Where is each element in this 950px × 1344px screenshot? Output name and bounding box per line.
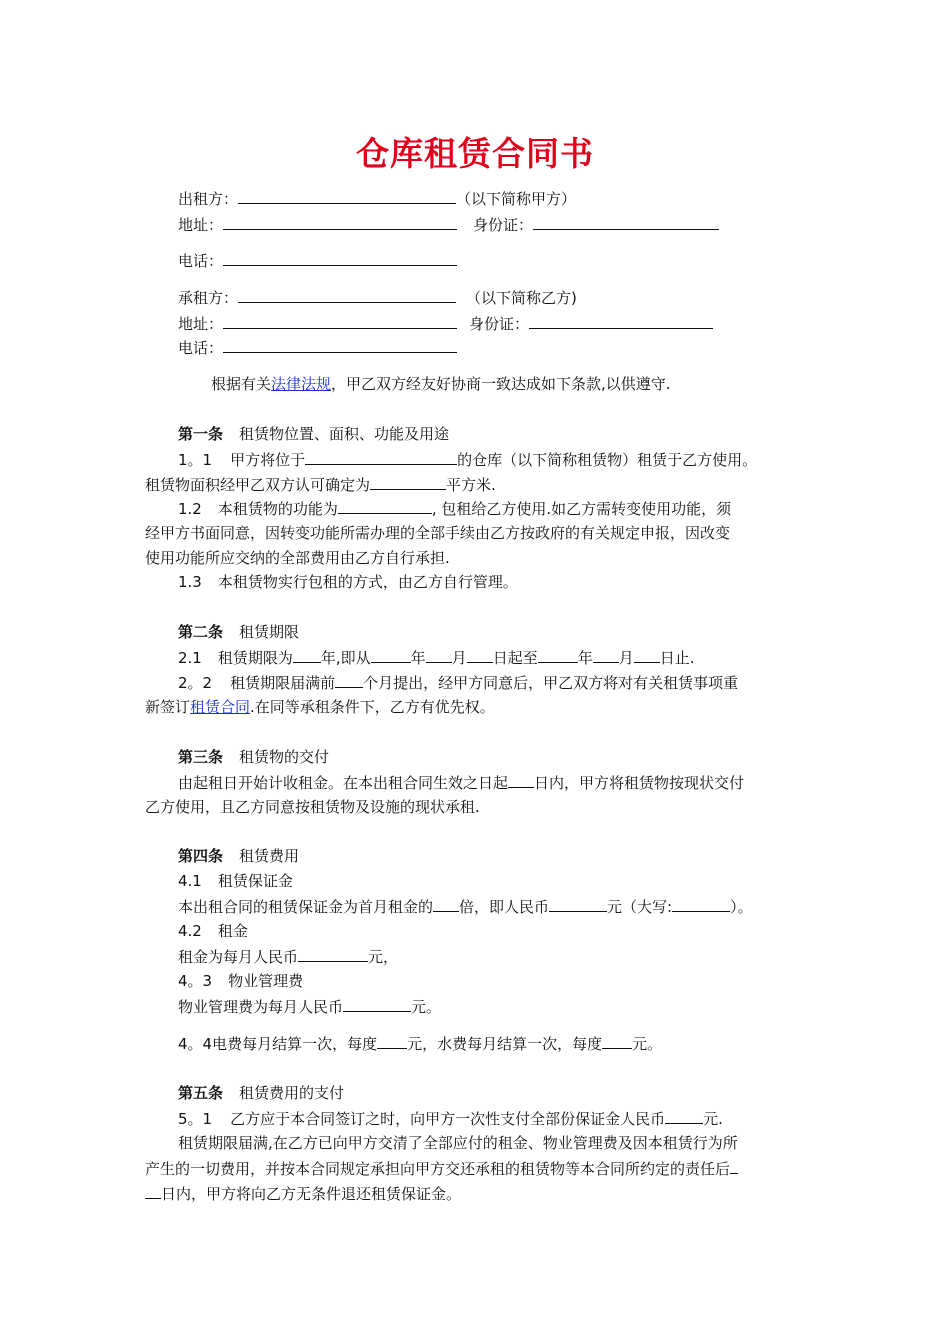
- id-label: 身份证：: [473, 216, 534, 234]
- end-year-blank[interactable]: [538, 647, 578, 663]
- article-number: 第二条: [178, 623, 224, 641]
- clause-text: 元，水费每月结算一次，每度: [407, 1035, 603, 1053]
- clause-text: 元.: [703, 1110, 723, 1128]
- article-3-heading: [178, 747, 329, 767]
- notice-months-blank[interactable]: [335, 672, 363, 688]
- clause-text: 元，: [368, 948, 399, 966]
- lessee-note: （以下简称乙方): [466, 289, 577, 307]
- clause-title: 物业管理费: [228, 972, 304, 990]
- id-label: 身份证：: [469, 315, 530, 333]
- deposit-payment-blank[interactable]: [665, 1108, 703, 1124]
- article-number: 第一条: [178, 425, 224, 443]
- refund-days-blank-end[interactable]: [145, 1183, 161, 1199]
- clause-4-1-body: [178, 896, 753, 917]
- lessor-label: 出租方：: [178, 190, 239, 208]
- clause-3: [178, 772, 744, 793]
- phone-label: 电话：: [178, 339, 224, 357]
- lease-contract-link[interactable]: 租赁合同: [190, 698, 251, 716]
- start-day-blank[interactable]: [467, 647, 493, 663]
- lessee-phone-line: [178, 337, 457, 358]
- article-1-heading: [178, 424, 449, 444]
- clause-1-1: [178, 449, 757, 470]
- clause-text: 新签订: [145, 698, 191, 716]
- lessee-id-blank[interactable]: [529, 313, 713, 329]
- clause-number: 4.2: [178, 922, 202, 940]
- clause-2-2: [178, 672, 738, 693]
- intro-text: 根据有关: [211, 375, 272, 393]
- lessor-line: [178, 188, 576, 209]
- clause-4-4: [178, 1033, 662, 1054]
- clause-text: ）。: [730, 898, 753, 916]
- area-blank[interactable]: [370, 474, 446, 490]
- intro-text: ，甲乙双方经友好协商一致达成如下条款,以供遵守.: [331, 375, 671, 393]
- water-rate-blank[interactable]: [602, 1033, 632, 1049]
- article-number: 第四条: [178, 847, 224, 865]
- clause-3-cont: 乙方使用，且乙方同意按租赁物及设施的现状承租.: [145, 798, 480, 816]
- deposit-multiple-blank[interactable]: [433, 896, 459, 912]
- deposit-words-blank[interactable]: [672, 896, 730, 912]
- clause-text: 物业管理费为每月人民币: [178, 998, 344, 1016]
- clause-text: 本出租合同的租赁保证金为首月租金的: [178, 898, 434, 916]
- electricity-rate-blank[interactable]: [377, 1033, 407, 1049]
- laws-link[interactable]: 法律法规: [271, 375, 332, 393]
- lessor-id-blank[interactable]: [533, 214, 719, 230]
- lessee-address-line: [178, 313, 713, 334]
- management-fee-blank[interactable]: [343, 996, 411, 1012]
- clause-text: 的仓库（以下简称租赁物）租赁于乙方使用。: [457, 451, 758, 469]
- deposit-amount-blank[interactable]: [549, 896, 607, 912]
- clause-text: 个月提出，经甲方同意后，甲乙双方将对有关租赁事项重: [363, 674, 739, 692]
- start-year-blank[interactable]: [371, 647, 411, 663]
- clause-text: 乙方应于本合同签订之时，向甲方一次性支付全部份保证金人民币: [230, 1110, 666, 1128]
- function-blank[interactable]: [338, 498, 432, 514]
- clause-1-2-cont: 经甲方书面同意，因转变功能所需办理的全部手续由乙方按政府的有关规定申报，因改变: [145, 524, 731, 542]
- clause-2-2-cont: [145, 697, 495, 717]
- clause-number: 1.2: [178, 500, 202, 518]
- article-number: 第五条: [178, 1084, 224, 1102]
- clause-title: 租金: [217, 922, 248, 940]
- phone-label: 电话：: [178, 252, 224, 270]
- clause-number: 4。3: [178, 972, 213, 990]
- clause-number: 4。4: [178, 1035, 213, 1053]
- clause-number: 1。1: [178, 451, 213, 469]
- term-years-blank[interactable]: [293, 647, 321, 663]
- clause-text: 元。: [632, 1035, 663, 1053]
- lessee-phone-blank[interactable]: [223, 337, 457, 353]
- clause-text: 租赁物面积经甲乙双方认可确定为: [145, 476, 371, 494]
- document-title: 仓库租赁合同书: [356, 134, 594, 173]
- clause-4-1: [178, 871, 293, 891]
- clause-5-2-cont: [145, 1158, 738, 1179]
- location-blank[interactable]: [305, 449, 457, 465]
- clause-1-1-cont: [145, 474, 496, 495]
- clause-text: 日内，甲方将向乙方无条件退还租赁保证金。: [161, 1185, 462, 1203]
- clause-5-2-cont: [145, 1183, 461, 1204]
- lessor-address-line: [178, 214, 719, 235]
- clause-1-3: [178, 572, 518, 592]
- intro-paragraph: [211, 374, 671, 394]
- clause-5-2: 租赁期限届满,在乙方已向甲方交清了全部应付的租金、物业管理费及因本租赁行为所: [178, 1134, 738, 1152]
- lessor-address-blank[interactable]: [223, 214, 457, 230]
- clause-1-2: [178, 498, 731, 519]
- clause-text: 倍，即人民币: [459, 898, 550, 916]
- clause-number: 4.1: [178, 872, 202, 890]
- article-title: 租赁费用的支付: [239, 1084, 345, 1102]
- clause-text: 日内，甲方将租赁物按现状交付: [534, 774, 745, 792]
- lessee-line: [178, 287, 577, 308]
- lessor-phone-line: [178, 250, 457, 271]
- clause-number: 1.3: [178, 573, 202, 591]
- end-day-blank[interactable]: [634, 647, 660, 663]
- lessee-label: 承租方：: [178, 289, 239, 307]
- clause-1-2-cont: 使用功能所应交纳的全部费用由乙方自行承担.: [145, 549, 450, 567]
- clause-text: 平方米.: [446, 476, 496, 494]
- article-4-heading: [178, 846, 299, 866]
- clause-5-1: [178, 1108, 723, 1129]
- clause-4-2: [178, 921, 248, 941]
- clause-text: 产生的一切费用，并按本合同规定承担向甲方交还承租的租赁物等本合同所约定的责任后: [145, 1160, 731, 1178]
- lessor-phone-blank[interactable]: [223, 250, 457, 266]
- article-title: 租赁费用: [239, 847, 300, 865]
- clause-text: 租金为每月人民币: [178, 948, 299, 966]
- clause-text: 由起租日开始计收租金。在本出租合同生效之日起: [178, 774, 509, 792]
- lessor-note: （以下简称甲方）: [456, 190, 577, 208]
- clause-4-3-body: [178, 996, 441, 1017]
- start-month-blank[interactable]: [426, 647, 452, 663]
- clause-number: 2.1: [178, 649, 202, 667]
- article-2-heading: [178, 622, 299, 642]
- clause-text: 元。: [411, 998, 442, 1016]
- clause-text: 月: [451, 649, 467, 667]
- clause-4-3: [178, 971, 303, 991]
- clause-4-2-body: [178, 946, 398, 967]
- clause-text: .在同等承租条件下，乙方有优先权。: [250, 698, 495, 716]
- clause-text: 日起至: [492, 649, 538, 667]
- article-title: 租赁期限: [239, 623, 300, 641]
- address-label: 地址：: [178, 315, 224, 333]
- clause-text: 年,即从: [320, 649, 371, 667]
- clause-text: 元（大写:: [607, 898, 673, 916]
- clause-text: 日止.: [659, 649, 695, 667]
- clause-text: 本租赁物的功能为: [217, 500, 338, 518]
- clause-text: 本租赁物实行包租的方式，由乙方自行管理。: [217, 573, 518, 591]
- clause-text: 年: [410, 649, 426, 667]
- article-title: 租赁物位置、面积、功能及用途: [239, 425, 450, 443]
- clause-text: , 包租给乙方使用.如乙方需转变使用功能，须: [431, 500, 732, 518]
- clause-title: 租赁保证金: [217, 872, 293, 890]
- clause-text: 电费每月结算一次，每度: [212, 1035, 378, 1053]
- clause-number: 5。1: [178, 1110, 213, 1128]
- article-title: 租赁物的交付: [239, 748, 330, 766]
- address-label: 地址：: [178, 216, 224, 234]
- clause-text: 甲方将位于: [230, 451, 306, 469]
- clause-text: 月: [618, 649, 634, 667]
- clause-text: 租赁期限届满前: [230, 674, 336, 692]
- lessee-address-blank[interactable]: [223, 313, 457, 329]
- refund-days-blank-start[interactable]: [730, 1158, 738, 1174]
- clause-2-1: [178, 647, 695, 668]
- lessee-blank[interactable]: [238, 287, 456, 303]
- clause-text: 年: [577, 649, 593, 667]
- delivery-days-blank[interactable]: [508, 772, 534, 788]
- rent-amount-blank[interactable]: [298, 946, 368, 962]
- article-5-heading: [178, 1083, 344, 1103]
- clause-number: 2。2: [178, 674, 213, 692]
- clause-text: 租赁期限为: [217, 649, 293, 667]
- end-month-blank[interactable]: [593, 647, 619, 663]
- lessor-blank[interactable]: [238, 188, 456, 204]
- article-number: 第三条: [178, 748, 224, 766]
